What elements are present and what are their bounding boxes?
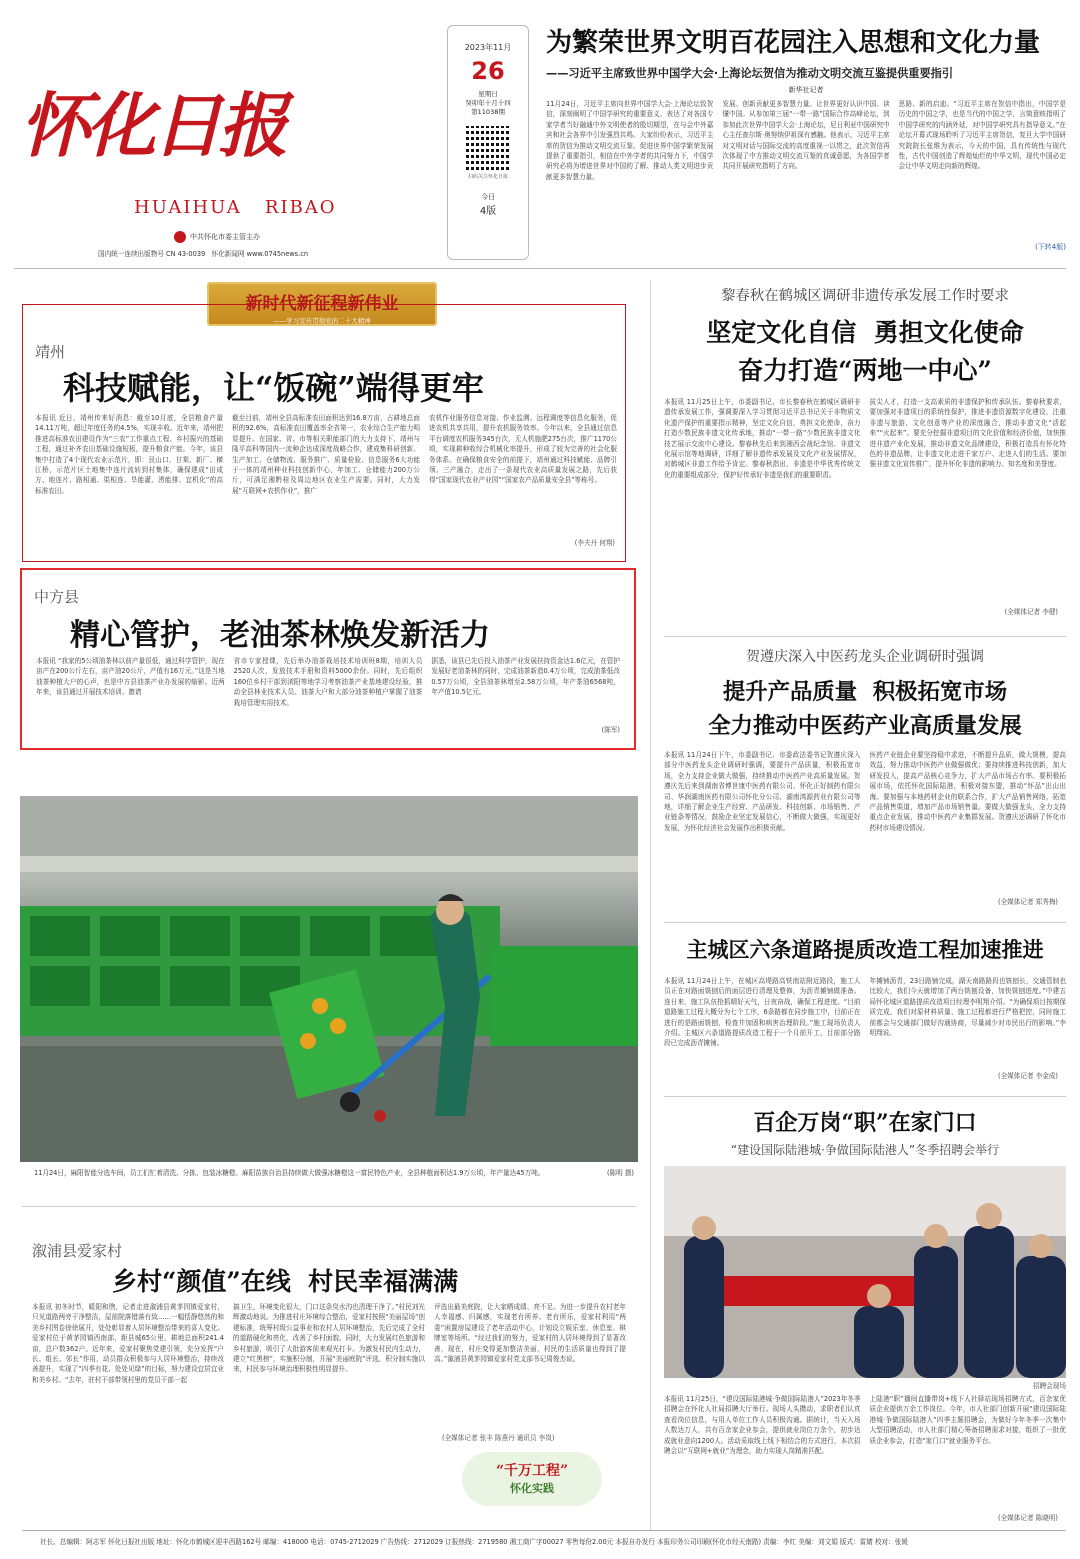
- pages-label: 今日: [481, 193, 495, 201]
- zhongfang-kicker: 中方县: [34, 588, 80, 606]
- date-box: [447, 25, 529, 260]
- right3-col-2: 年摊铺沥青，23日路铺完成，湖天南路路段也铣刨长，交通管制也比较大，我们今天就增加了两台铣刨设备，加快铣刨进度。”中建五局怀化城区道路提质改造项目经理李明翔介绍。“为确保项目按期保质完成，我们对原材料质量、施工过程都进行严格把控，同时施工前都会与交通部门做好沟通协商，尽量减少对市民出行的影响。”李明翔说。: [869, 977, 1066, 1038]
- banner-subtitle: ——学习宣传贯彻党的二十大精神: [273, 317, 371, 325]
- xupu-col-1: 本报讯 初冬时节，暖阳和煦，记者走进溆浦县黄茅园镇爱家村，只见道路两旁干净整洁，屋前院落错落有致……一幅恬静悠然的和美乡村图卷徐徐展开，处处彰显着人居环境整治带来的喜人变化。爱家村位于黄茅园镇西南部，距县城65公里，耕地总面积241.4亩，总户数362户。近年来，爱家村聚焦党建引领，充分发挥“户长、组长、邻长”作用，动员群众积极参与人居环境整治，持续改善提升，实现了“四季有花、处处见绿”的目标，努力建设宜居宜业和美乡村。“去年，驻村干部带领村里的党员干部一起: [32, 1303, 224, 1384]
- zhongfang-title: 精心管护，老油茶林焕发新活力: [70, 618, 490, 653]
- masthead-divider: [14, 268, 1066, 269]
- lead-story: [546, 22, 1066, 258]
- right4-title: 百企万岗“职”在家门口: [753, 1110, 977, 1136]
- right-divider-3: [664, 1096, 1066, 1097]
- sponsor-text: 中共怀化市委主管主办: [190, 233, 260, 241]
- xupu-title: 乡村“颜值”在线 村民幸福满满: [112, 1267, 459, 1296]
- xupu-credit: (全媒体记者 张丰 陈燕丹 通讯员 李岚): [442, 1434, 555, 1442]
- right1-title-2: 奋力打造“两地一中心”: [738, 356, 992, 385]
- jingzhou-col-3: 农机作业服务信息对接、作业监测、远程调度等信息化服务，促进农机共享共用，提升农机服务效率。今年以来，全县通过信息平台调度农机服务345台次，无人机施肥275台次，推广1170公顷，实现耕种收综合机械化率提升，形成了较为完善的社会化服务体系。在确保粮食安全的前提下，靖州通过科技赋能、品牌引领、三产融合，走出了一条现代农业高质量发展之路，先后获得“国家现代农业产业园”“国家农产品质量安全县”等称号。: [429, 414, 617, 485]
- photo1-caption-block: [34, 1168, 634, 1179]
- lead-title: 为繁荣世界文明百花园注入思想和文化力量: [546, 28, 1041, 58]
- right1-article: [664, 284, 1066, 624]
- right-divider-2: [664, 922, 1066, 923]
- right2-title-2: 全力推动中医药产业高质量发展: [708, 713, 1022, 739]
- lead-col-3: 思路、新的启迪。“习近平主席在贺信中指出，中国学是历史的中国之学，也是当代的中国之学，言简意赅指明了中国学研究的内涵外延，对中国学研究具有指导意义。”在论坛开幕式现场聆听了习近平主席贺信，复旦大学中国研究院院长张维为表示，今天的中国，具有传统性与现代性，古代中国创造了辉煌灿烂的中华文明，现代中国必定会让中华文明走向新的辉煌。: [898, 100, 1066, 171]
- website: 怀化新闻网 www.0745news.cn: [211, 250, 308, 258]
- lunar-date: 癸卯年十月十四: [465, 99, 511, 107]
- zhongfang-col-2: 省市专家授课，先后举办油茶栽培技术培训班8期，培训人员2520人次，发放技术手册和资料5000余份。同时，先后组织160位乡村干部到浏阳等地学习考察油茶产业基地建设经验，推动全县林业技术人员、油茶大户和大部分油茶种植户掌握了油茶栽培管理实用技术。: [233, 657, 423, 707]
- thousand-project-stamp: [462, 1452, 602, 1506]
- zhongfang-credit: (陈军): [601, 726, 620, 734]
- zhongfang-col-1: 本报讯 “我家的5公顷油茶林以前产量很低，通过科学管护，现在亩产在200公斤左右，亩产油20公斤，产值有16万元。”这是当地油茶种植大户的心声，也是中方县油茶产业办发展的缩影。近两年来，该县通过开展技术培训、邀请: [36, 657, 225, 697]
- lead-continue[interactable]: (下转4版): [1035, 243, 1066, 251]
- lead-col-2: 发展、创新贡献更多智慧力量。让世界更好认识中国、读懂中国。从参加第三届“一带一路”国际合作高峰论坛，到参加此次世界中国学大会·上海论坛，尼日利亚中国研究中心主任查尔斯·奥努纳伊祖深有感触。他表示，习近平主席对文明对话与国际交流的高度重视一以贯之，此次贺信再次体现了中方推动文明交流互鉴的真诚意愿，为各国学者共同开展研究指明了方向。: [722, 100, 890, 171]
- sponsor-line: [174, 231, 260, 243]
- right2-article: [664, 646, 1066, 916]
- jingzhou-col-1: 本报讯 近日，靖州传来好消息：截至10月底，全县粮食产量14.11万吨，超过年度任务的4.5%，实现丰收。近年来，靖州把推进高标准农田建设作为“三农”工作重点工程、乡村振兴的基础工程，通过补齐农田基础设施短板，提升粮食产能。今年，该县集中打造了4个现代农业示范片，即：艮山口、甘棠、新厂、横江桥，示范片区土地集中连片流转到村集体，确保建成“田成方、地连片、路相通、渠相连、旱能灌、涝能排、宜机化”的高标准农田。: [35, 414, 223, 495]
- right3-credit: (全媒体记者 李金成): [998, 1072, 1058, 1080]
- left-divider: [22, 1206, 636, 1207]
- date-year-month: 2023年11月: [464, 43, 512, 52]
- footer-divider: [22, 1530, 1066, 1531]
- xupu-article: [22, 1232, 636, 1522]
- issue-number: 第11038期: [471, 108, 505, 116]
- lead-byline: 新华社记者: [788, 86, 824, 94]
- photo-illustration: [20, 796, 638, 1162]
- masthead-pinyin: HUAIHUA RIBAO: [134, 197, 337, 218]
- zhongfang-col-3: 据悉，该县已先后投入油茶产业发展扶持资金达1.6亿元，在管护发展好老油茶林的同时，完成油茶新造0.4万公顷，完成油茶低改0.57万公顷，全县油茶林增至2.58万公顷，年产茶油6568吨，年产值10.5亿元。: [431, 657, 621, 697]
- lead-col-1: 11月24日，习近平主席向世界中国学大会·上海论坛致贺信，深刻阐明了中国学研究的重要意义，表达了对各国专家学者当好融通中外文明使者的殷切期望，在与会中外嘉宾和社会各界中引发强烈共鸣。大家纷纷表示，习近平主席的贺信为推动文明交流互鉴、促进世界中国学繁荣发展提供了重要指引，相信在中外学者的共同努力下，中国学研究必将为增进世界对中国的了解、推动人类文明进步贡献更多智慧力量。: [546, 100, 714, 181]
- photo1-credit: (陈明 摄): [606, 1169, 634, 1177]
- job-fair-illustration: [664, 1166, 1066, 1378]
- jingzhou-article: [22, 304, 626, 562]
- orange-sorting-photo: [20, 796, 638, 1162]
- jingzhou-kicker: 靖州: [35, 343, 66, 361]
- photo1-caption: 11月24日，麻阳智能分选车间，员工们忙着清洗、分拣、包装冰糖橙。麻阳苗族自治县持续做大做强冰糖橙这一富民特色产业，全县种植面积达1.9万公顷，年产量达45万吨。: [34, 1169, 545, 1177]
- right-divider-1: [664, 636, 1066, 637]
- xupu-kicker: 溆浦县爱家村: [32, 1242, 123, 1260]
- right1-col-2: 拔尖人才，打造一支高素质的非遗保护和传承队伍。黎春秋要求，要加强对非遗项目的系统性保护，推进非遗资源数字化建设，注重非遗与旅游、文化创意等产业的深度融合，推动非遗文化“活起来”“火起来”。要充分挖掘非遗项目的文化价值和经济价值，加快推进非遗产业化发展，推动非遗文化品牌建设，积极打造具有怀化特色的非遗品牌，让非遗文化走进千家万户、走进人们的生活。要加强非遗文化宣传推广，提升怀化非遗的影响力、知名度和美誉度。: [869, 398, 1066, 469]
- right4-col-1: 本报讯 11月25日，“建设国际陆港城·争做国际陆港人”2023年冬季招聘会在怀化人社局招聘大厅举行。现场人头攒动，求职者们认真查看岗位信息，与用人单位工作人员积极沟通。据统计，当天入场人数达万人，共有百余家企业参会，提供就业岗位万余个，初步达成就业意向1200人。活动采取线上线下相结合的方式进行，本次招聘会以“互联网+就业”为理念，助力实现人岗精准匹配。: [664, 1395, 861, 1456]
- party-emblem-icon: [174, 231, 186, 243]
- masthead-title: 怀化日报: [20, 84, 284, 167]
- right3-article: [664, 934, 1066, 1094]
- jingzhou-title: 科技赋能，让“饭碗”端得更牢: [63, 369, 484, 407]
- jingzhou-credit: (李夫丹 何翔): [574, 539, 615, 547]
- masthead: [14, 14, 434, 264]
- zhongfang-article: [20, 568, 636, 750]
- date-day: 26: [471, 57, 505, 85]
- right4-credit: (全媒体记者 陈晓明): [998, 1514, 1058, 1522]
- right1-col-1: 本报讯 11月25日上午，市委副书记、市长黎春秋在鹤城区调研非遗传承发展工作，强调要深入学习贯彻习近平总书记关于非物质文化遗产保护的重要指示精神，坚定文化自信，勇担文化使命，奋力打造少数民族非遗文化传承地，推动“一带一路”少数民族非遗文化技艺展示交流中心建设。黎春秋先后来到湘西会战纪念馆、非遗文化展示馆等地调研，详细了解非遗传承发展及文化产业发展情况，对鹤城区非遗工作给予肯定。黎春秋指出，非遗是中华优秀传统文化的重要组成部分，保护好传承好非遗是我们的重要职责。: [664, 398, 861, 479]
- weekday: 星期日: [478, 90, 498, 98]
- banner-title: 新时代新征程新伟业: [245, 294, 399, 314]
- right4-photo-credit: 招聘会现场: [1033, 1382, 1066, 1390]
- right2-title-1: 提升产品质量 积极拓宽市场: [722, 679, 1008, 705]
- right4-article: [664, 1106, 1066, 1526]
- right2-col-2: 医药产业链企业要坚持稳中求进，不断提升品质，做大规模，提高效益，努力推动中医药产业做强做优；要持续推进科技创新，加大研发投入，提高产品核心竞争力，扩大产品市场占有率。要积极拓展市场，依托怀化国际陆港，积极对接东盟，推动“怀品”出山出海。要加强与本地药材企业的联系合作，扩大产品销售网络，拓宽产品销售渠道，增加产品市场销售量。要做大做强龙头，全力支持重点企业发展，推动中医药产业集群发展。贺遵庆还调研了怀化市药材市场建设情况。: [869, 751, 1066, 832]
- column-divider: [650, 280, 651, 1530]
- right1-credit: (全媒体记者 李健): [1004, 608, 1058, 616]
- footer-text: 社长、总编辑：阿志军 怀化日报社出版 地址：怀化市鹤城区迎丰西路162号 邮编：418000 电话：0745-2712029 广告热线：2712029 订报热线：2719580 湘工商广字00027 零售每份2.00元 本报自办发行 本报印务公司印刷(怀化市经天南路) 责编：李红 美编：刘文娟 版式：雷婧 校对：张媛: [40, 1538, 908, 1546]
- cn-line: [98, 248, 308, 258]
- xupu-col-3: 评选出最美庭院，让大家晒成绩、亮不足。为进一步提升农村老年人幸福感、归属感，实现老有所养、老有所乐，爱家村利用“两委”闲置房屋建设了老年活动中心，计划设立娱乐室、休息室、棋牌室等场所。“经过我们的努力，爱家村的人居环境得到了显著改善，现在，村庄变得更加整洁美丽，村民的生活质量也得到了提高。”溆浦县黄茅园镇爱家村党支部书记周俊杰说。: [434, 1303, 626, 1364]
- right1-kicker: 黎春秋在鹤城区调研非遗传承发展工作时要求: [721, 288, 1009, 304]
- right2-col-1: 本报讯 11月24日下午，市委副书记、市委政法委书记贺遵庆深入部分中医药龙头企业调研时强调，要提升产品质量，积极拓宽市场，全力支持企业做大做强，持续推动中医药产业高质量发展。贺遵庆先后来到湖南省博世康中医药有限公司、怀化正好制药有限公司、华润湖南医药有限公司怀化分公司、湖南鸿源药业有限公司等地，详细了解企业生产经营、产品研发、科技创新、市场销售、产业链条等情况，鼓励企业坚定发展信心，不断做大做强，实现更好发展，为怀化经济社会发展作出积极贡献。: [664, 751, 861, 832]
- lead-subtitle: ——习近平主席致世界中国学大会·上海论坛贺信为推动文明交流互鉴提供重要指引: [546, 67, 954, 80]
- right4-col-2: 上陆港“职”播间直播带岗+线下人社驿站现场招聘方式，百余家优质企业提供万余工作岗位。今年，市人社部门创新开展“建设国际陆港城·争做国际陆港人”四季主题招聘会，为做好今年冬季一次集中大型招聘活动，市人社部门精心筹备招聘需求对接，组织了一批优质企业参会，打造“家门口”就业服务平台。: [869, 1395, 1066, 1445]
- qr-code[interactable]: [466, 126, 510, 170]
- right2-credit: (全媒体记者 郑秀梅): [998, 898, 1058, 906]
- pages-count: 4版: [479, 206, 497, 217]
- jingzhou-col-2: 截至目前，靖州全县高标准农田面积达到16.8万亩，占耕地总面积的92.6%，高标准农田覆盖率全省第一，农业综合生产能力明显提升。在国家、省、市等相关职能部门的大力支持下，靖州与隆平高科等国内一流种企达成深度战略合作，建成集科研创新、生产加工、仓储物流、服务推广、质量检验、信息服务6大功能于一体的靖州种业科技创新中心，年加工、仓储能力200万公斤，可满足湘黔桂及周边地区农业生产需要。同时，大力发展“互联网+农机作业”，推广: [232, 414, 420, 495]
- right1-title-1: 坚定文化自信 勇担文化使命: [706, 318, 1024, 347]
- qr-caption: 扫码关注怀化日报: [467, 174, 508, 180]
- xupu-col-2: 搞卫生，环境变化很大，门口这条臭水沟也清理干净了。”村民刘光辉激动地说。为推进村庄环境综合整治，爱家村按照“美丽屋场”创建标准，统筹村级公益事业和农村人居环境整治，先后完成了全村的道路硬化和亮化，改善了乡村面貌。同时，大力发展红色旅游和乡村旅游，吸引了大批游客前来观光打卡。为激发村民内生动力，建立“红黑榜”，实施积分制，开展“美丽庭院”评选，积分制实施以来，村民参与环境治理积极性明显提升。: [233, 1303, 425, 1374]
- cn-number: 国内统一连续出版物号 CN 43-0039: [98, 250, 206, 258]
- right3-title: 主城区六条道路提质改造工程加速推进: [686, 937, 1044, 962]
- right4-subtitle: “建设国际陆港城·争做国际陆港人”冬季招聘会举行: [730, 1143, 1000, 1157]
- right2-kicker: 贺遵庆深入中医药龙头企业调研时强调: [746, 649, 984, 665]
- stamp-subtitle: 怀化实践: [510, 1482, 554, 1495]
- right3-col-1: 本报讯 11月24日上午，在城区高堤路高铁南站附近路段，施工人员正在对路面铣刨后的面层进行清理及整修，为沥青摊铺做准备。连日来，施工队伍抢抓晴好天气，日夜奋战，确保工程进度。“目前道路施工过程大概分为七个工序，6条路都在同步施工中，目前正在进行的是路面铣刨，检查井加固和病害治理阶段。”施工现场负责人介绍。主城区六条道路提质改造工程于一个月前开工，目前部分路段已完成沥青摊铺。: [664, 977, 861, 1048]
- job-fair-photo: [664, 1166, 1066, 1378]
- stamp-title: “千万工程”: [495, 1463, 569, 1479]
